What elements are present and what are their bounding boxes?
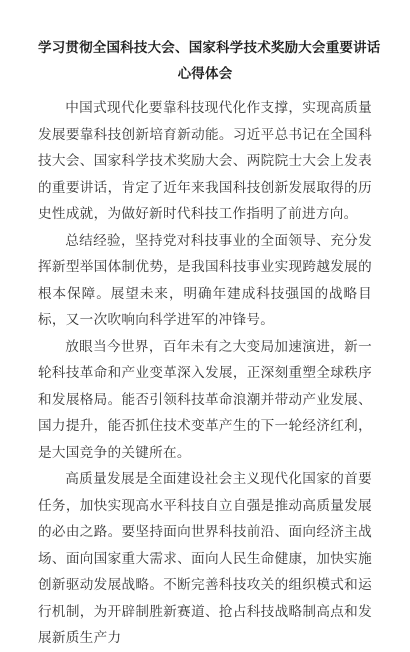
paragraph-4: 高质量发展是全面建设社会主义现代化国家的首要任务，加快实现高水平科技自立自强是推动高质量发展的必由之路。要坚持面向世界科技前沿、面向经济主战场、面向国家重大需求、面向人民生命健康，加快实施创新驱动发展战略。不断完善科技攻关的组织模式和运行机制，为开辟制胜新赛道、抢占科技战略制高点和发展新质生产力 <box>38 471 372 646</box>
paragraph-1: 中国式现代化要靠科技现代化作支撑，实现高质量发展要靠科技创新培育新动能。习近平总书记在全国科技大会、国家科学技术奖励大会、两院院士大会上发表的重要讲话，肯定了近年来我国科技创新发展取得的历史性成就，为做好新时代科技工作指明了前进方向。 <box>38 100 372 222</box>
document-body <box>38 95 372 652</box>
paragraph-2: 总结经验，坚持党对科技事业的全面领导、充分发挥新型举国体制优势，是我国科技事业实现跨越发展的根本保障。展望未来，明确年建成科技强国的战略目标，又一次吹响向科学进军的冲锋号。 <box>38 232 372 328</box>
title-line-1: 学习贯彻全国科技大会、国家科学技术奖励大会重要讲话 <box>38 40 381 56</box>
document-title <box>38 35 381 87</box>
paragraph-3: 放眼当今世界，百年未有之大变局加速演进，新一轮科技革命和产业变革深入发展，正深刻重塑全球秩序和发展格局。能否引领科技革命浪潮并带动产业发展、国力提升，能否抓住技术变革产生的下一轮经济红利，是大国竞争的关键所在。 <box>38 338 372 461</box>
title-line-2: 心得体会 <box>177 66 233 82</box>
